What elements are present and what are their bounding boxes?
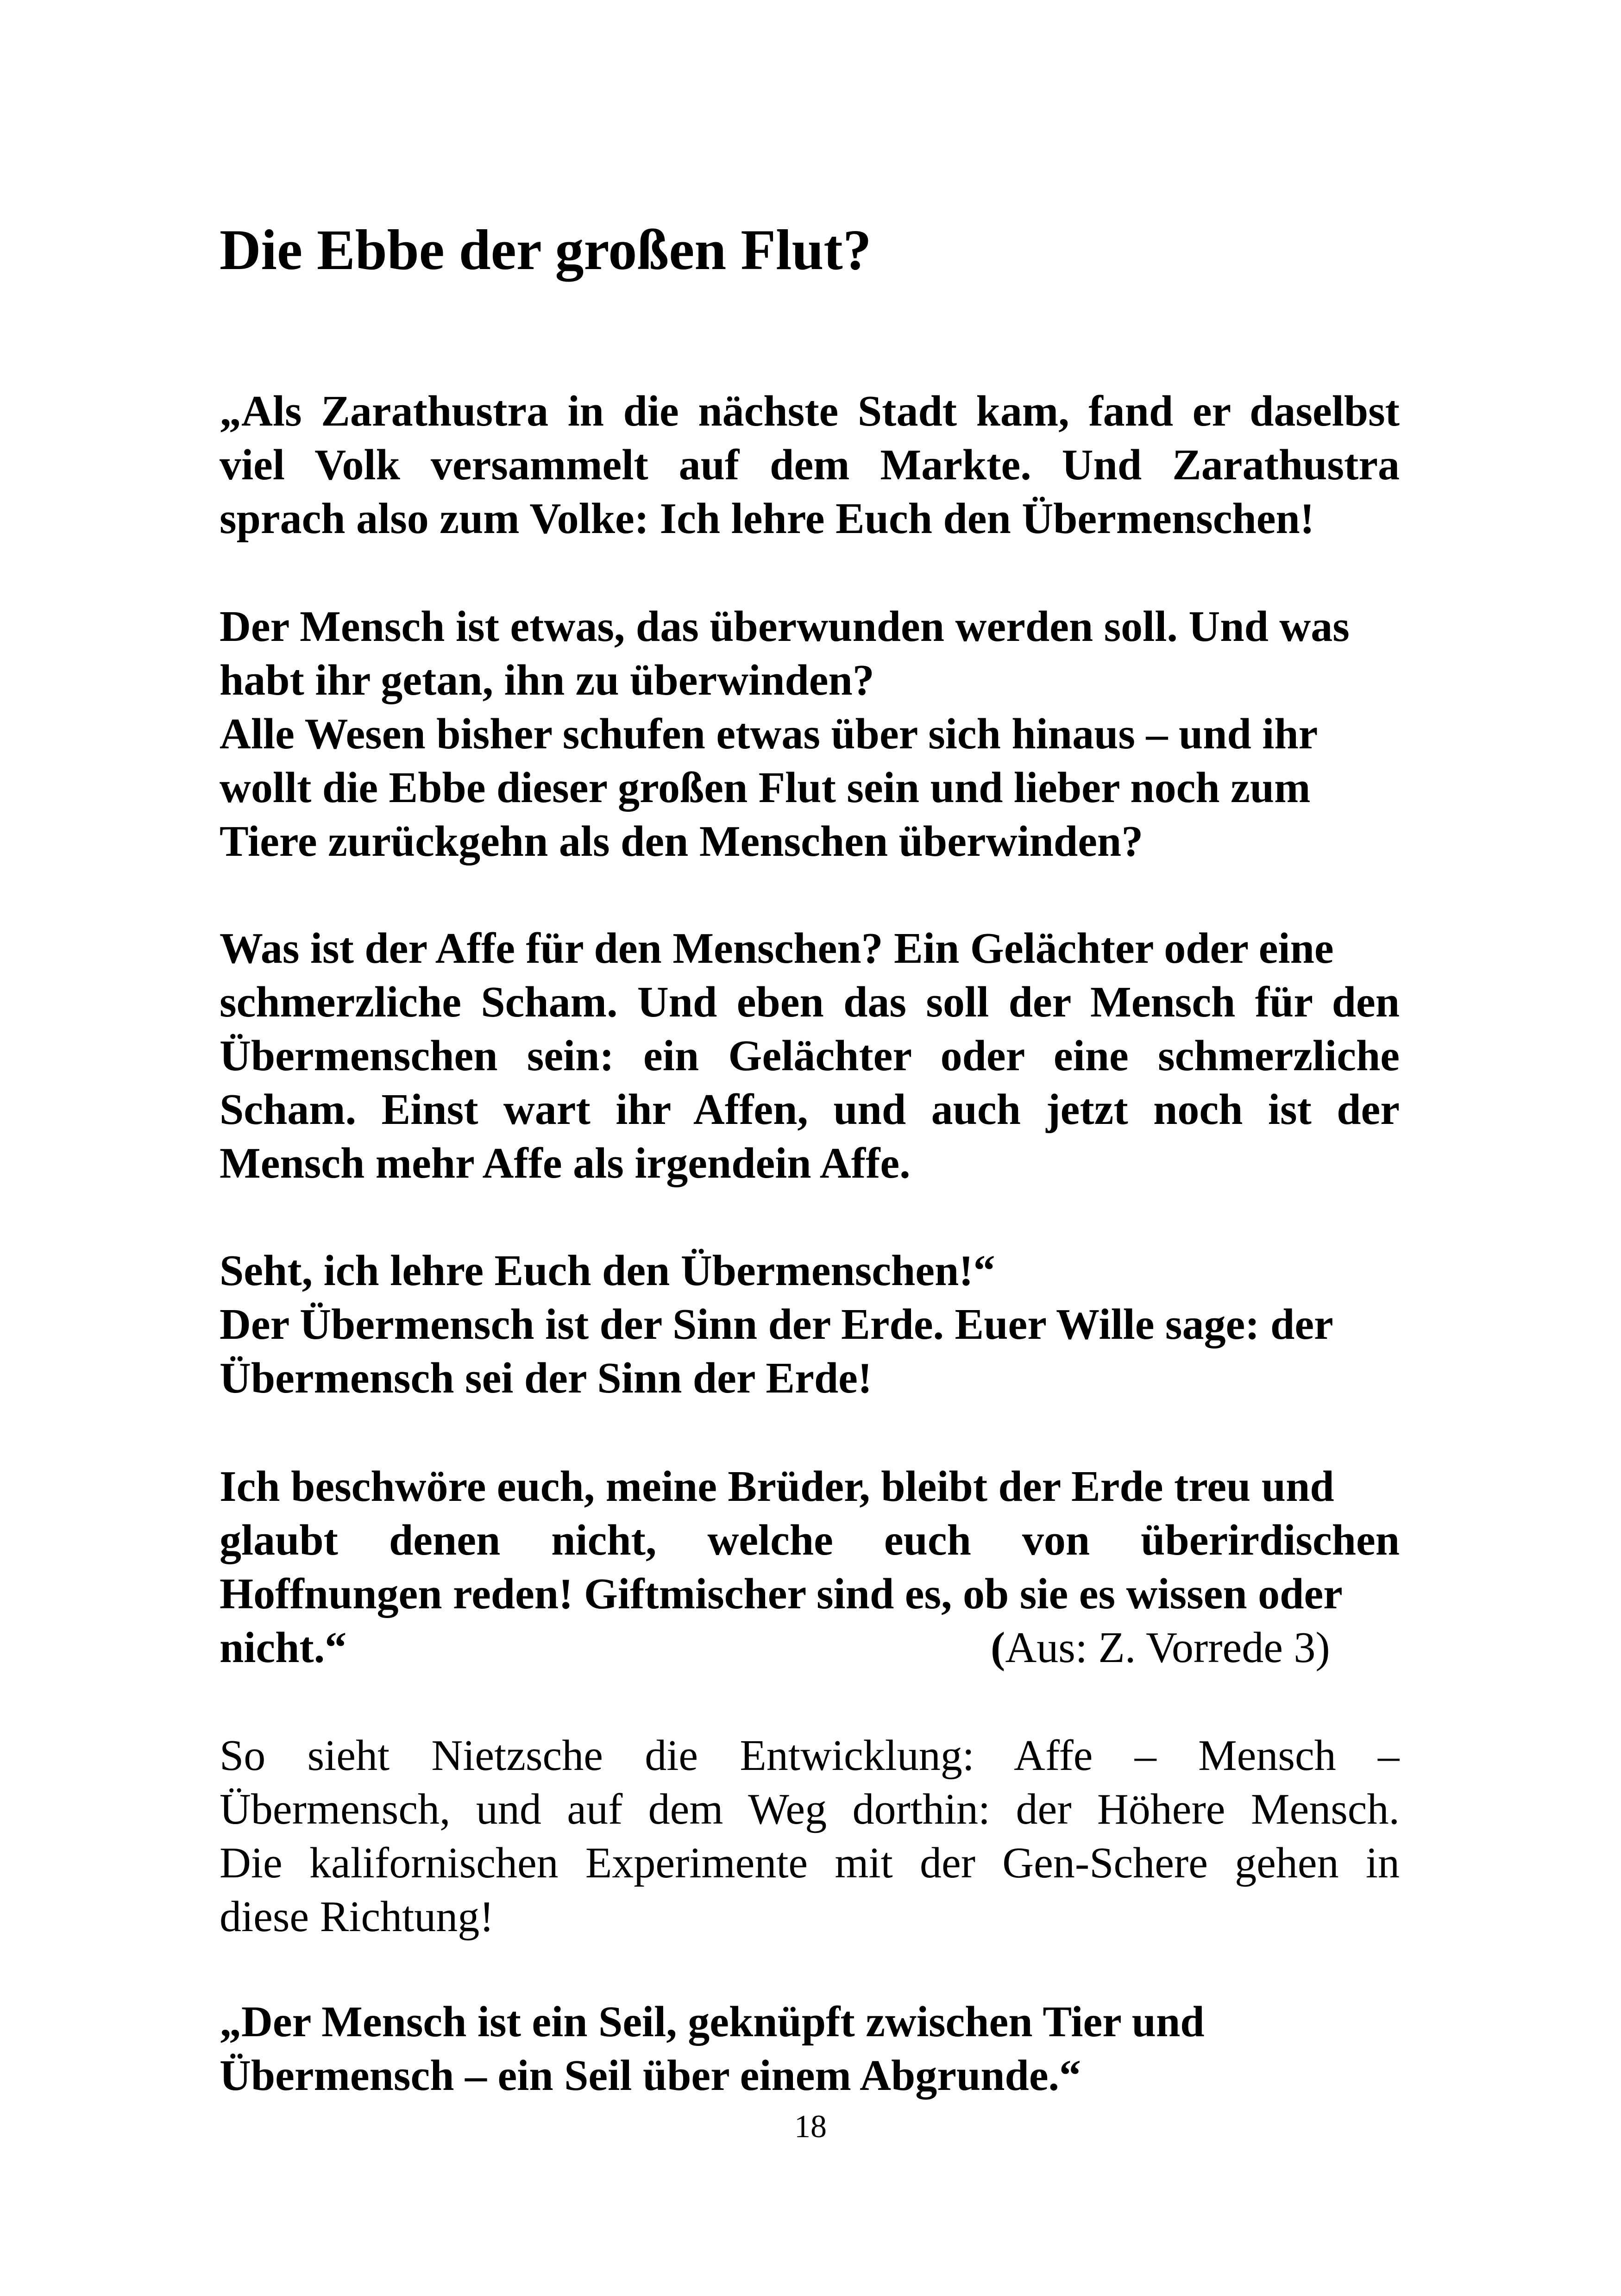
text-line: diese Richtung! (220, 1893, 494, 1941)
quote-paragraph-5 (220, 1460, 1400, 1675)
text-line: Tiere zurückgehn als den Menschen überwinden? (220, 817, 1143, 866)
page-number: 18 (794, 2109, 827, 2145)
text-line-with-source (220, 1621, 1400, 1675)
text-line: Scham. Einst wart ihr Affen, und auch jetzt noch ist der (220, 1085, 1400, 1134)
text-line: „Als Zarathustra in die nächste Stadt kam, fand er daselbst (220, 387, 1400, 435)
text-line: schmerzliche Scham. Und eben das soll der Mensch für den (220, 978, 1400, 1026)
text-line: Alle Wesen bisher schufen etwas über sich hinaus – und ihr (220, 710, 1318, 758)
source-citation (991, 1621, 1330, 1675)
text-line: Mensch mehr Affe als irgendein Affe. (220, 1139, 911, 1187)
page-title: Die Ebbe der großen Flut? (220, 218, 872, 282)
quote-paragraph-2 (220, 600, 1400, 868)
citation-paren: ( (991, 1624, 1005, 1672)
text-line: Die kalifornischen Experimente mit der Gen-Schere gehen in (220, 1839, 1400, 1887)
commentary-paragraph (220, 1729, 1400, 1944)
text-line: Hoffnungen reden! Giftmischer sind es, ob sie es wissen oder (220, 1570, 1343, 1618)
citation-text: Aus: Z. Vorrede 3) (1005, 1624, 1330, 1672)
text-line: Übermensch sei der Sinn der Erde! (220, 1354, 873, 1402)
quote-paragraph-1 (220, 384, 1400, 546)
text-line: glaubt denen nicht, welche euch von überirdischen (220, 1516, 1400, 1564)
text-line: Seht, ich lehre Euch den Übermenschen!“ (220, 1247, 995, 1295)
quote-paragraph-3 (220, 922, 1400, 1190)
text-line: Der Mensch ist etwas, das überwunden werden soll. Und was (220, 602, 1350, 651)
text-line: viel Volk versammelt auf dem Markte. Und Zarathustra (220, 441, 1400, 489)
text-line: Der Übermensch ist der Sinn der Erde. Euer Wille sage: der (220, 1300, 1333, 1349)
quote-paragraph-4 (220, 1244, 1400, 1405)
text-line: Übermensch – ein Seil über einem Abgrunde.“ (220, 2051, 1081, 2100)
text-line: wollt die Ebbe dieser großen Flut sein und lieber noch zum (220, 764, 1311, 812)
text-line: habt ihr getan, ihn zu überwinden? (220, 656, 874, 704)
text-line: Übermensch, und auf dem Weg dorthin: der Höhere Mensch. (220, 1785, 1400, 1833)
text-line: Was ist der Affe für den Menschen? Ein Gelächter oder eine (220, 924, 1334, 972)
text-line: Ich beschwöre euch, meine Brüder, bleibt der Erde treu und (220, 1462, 1334, 1511)
quote-paragraph-6 (220, 1995, 1400, 2102)
text-line: So sieht Nietzsche die Entwicklung: Affe – Mensch – (220, 1731, 1400, 1780)
text-line: sprach also zum Volke: Ich lehre Euch den Übermenschen! (220, 495, 1315, 543)
text-line: Übermenschen sein: ein Gelächter oder eine schmerzliche (220, 1032, 1400, 1080)
text-line: „Der Mensch ist ein Seil, geknüpft zwischen Tier und (220, 1998, 1205, 2046)
text-line: nicht.“ (220, 1624, 347, 1672)
